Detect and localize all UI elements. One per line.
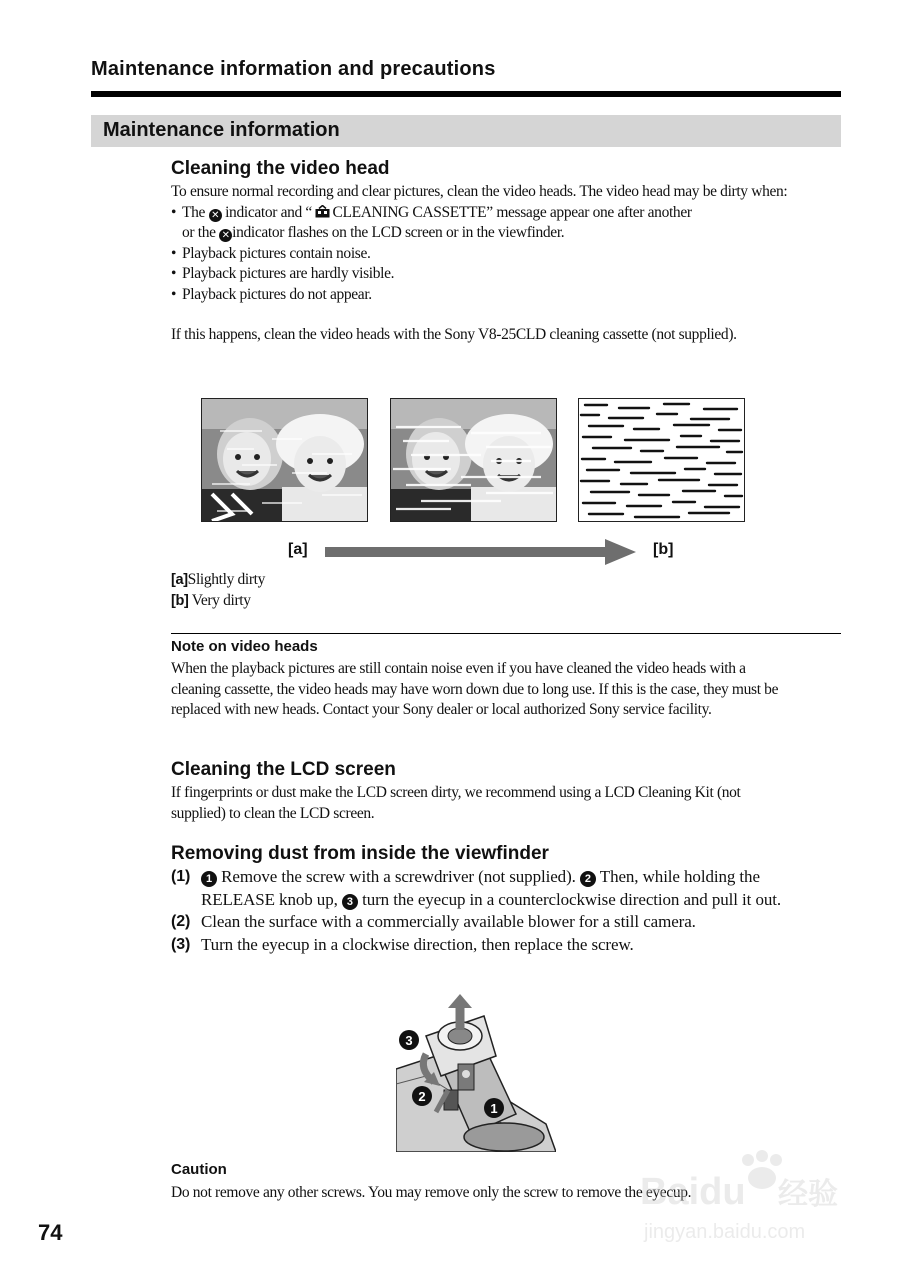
note-rule (171, 633, 841, 634)
bullet1-mid: indicator and “ (221, 203, 316, 221)
cleaning-head-outro: If this happens, clean the video heads with the Sony V8-25CLD cleaning cassette (not supplied). (171, 326, 737, 343)
watermark-brand: Baidu (640, 1171, 746, 1213)
cleaning-head-intro: To ensure normal recording and clear pictures, clean the video heads. The video head may be dirty when: (171, 183, 788, 200)
step-3 (171, 934, 831, 957)
step-number: (2) (171, 913, 191, 930)
dirt-legend (171, 570, 831, 611)
bullet1-pre: The (182, 203, 209, 221)
watermark-cn: 经验 (778, 1177, 838, 1212)
viewfinder-steps (171, 866, 831, 956)
legend-a-text: Slightly dirty (187, 571, 266, 588)
label-b: [b] (653, 541, 674, 558)
lcd-text: If fingerprints or dust make the LCD screen dirty, we recommend using a LCD Cleaning Kit (not supplied) to clean the LCD screen. (171, 784, 741, 822)
callout-3-label: 3 (405, 1033, 413, 1048)
bullet-item: • Playback pictures do not appear. (171, 285, 831, 306)
watermark-url: jingyan.baidu.com (644, 1221, 806, 1243)
step3-text: Turn the eyecup in a clockwise direction, then replace the screw. (201, 934, 634, 954)
circled-1-icon: 1 (201, 871, 217, 887)
cleaning-head-title: Cleaning the video head (171, 158, 390, 179)
bullet1-line2 (171, 223, 831, 244)
circled-2-icon: 2 (580, 871, 596, 887)
callout-2-label: 2 (418, 1089, 426, 1104)
photo-slightly-dirty (390, 398, 557, 522)
circled-3-icon: 3 (342, 894, 358, 910)
bullet-item: • The ✕ indicator and “ CLEANING CASSETTE” message appear one after another (171, 203, 692, 221)
bullet-text: Playback pictures do not appear. (182, 285, 372, 303)
cleaning-cassette-icon (315, 205, 330, 218)
label-a: [a] (288, 541, 308, 558)
step2-text: Clean the surface with a commercially available blower for a still camera. (201, 912, 696, 931)
legend-b-label: [b] (171, 592, 189, 609)
note-title: Note on video heads (171, 638, 318, 655)
step-2 (171, 911, 831, 934)
bullet1-line2-pre: or the (182, 224, 220, 241)
bullet-text: Playback pictures are hardly visible. (182, 265, 395, 282)
step-number: (3) (171, 935, 191, 953)
legend-b (171, 591, 831, 612)
baidu-watermark (640, 1148, 850, 1248)
caution-text: Do not remove any other screws. You may remove only the screw to remove the eyecup. (171, 1184, 692, 1201)
video-head-warning-icon: ✕ (209, 209, 222, 222)
note-text: When the playback pictures are still contain noise even if you have cleaned the video heads with a cleaning cassette, the video heads may have worn down due to long use. If this is the case, they must be replaced with new heads. Contact your Sony dealer or local authorized Sony service facility. (171, 660, 779, 718)
bullet-text: Playback pictures contain noise. (182, 244, 371, 262)
photo-very-dirty-noise (578, 398, 745, 522)
caution-title: Caution (171, 1161, 227, 1178)
eyecup-removal-illustration (396, 994, 556, 1152)
step1-text-c: turn the eyecup in a counterclockwise direction and pull it out. (362, 889, 782, 909)
step-number: (1) (171, 868, 191, 885)
title-rule (91, 91, 841, 97)
step1-text-a: Remove the screw with a screwdriver (not supplied). (221, 867, 576, 886)
legend-b-text: Very dirty (191, 591, 251, 609)
page-number: 74 (38, 1220, 63, 1245)
section-title: Maintenance information (103, 119, 340, 141)
viewfinder-title: Removing dust from inside the viewfinder (171, 843, 549, 864)
lcd-title: Cleaning the LCD screen (171, 759, 396, 780)
bullet-item: • Playback pictures are hardly visible. (171, 264, 831, 285)
legend-a-label: [a] (171, 572, 188, 588)
bullet1-post: CLEANING CASSETTE” message appear one after another (332, 203, 692, 221)
bullet1-line2-post: indicator flashes on the LCD screen or in the viewfinder. (232, 224, 565, 241)
bullet-item: • Playback pictures contain noise. (171, 244, 831, 265)
cleaning-head-body (171, 182, 831, 346)
photo-clean-children (201, 398, 368, 522)
step1-text-b: Then, while holding the RELEASE knob up, (201, 867, 760, 909)
dirt-progression-arrow (325, 538, 637, 566)
legend-a (171, 570, 831, 591)
page-title: Maintenance information and precautions (91, 58, 496, 80)
callout-1-label: 1 (490, 1101, 498, 1116)
step-1 (171, 866, 831, 911)
video-head-warning-icon: ✕ (219, 229, 232, 242)
